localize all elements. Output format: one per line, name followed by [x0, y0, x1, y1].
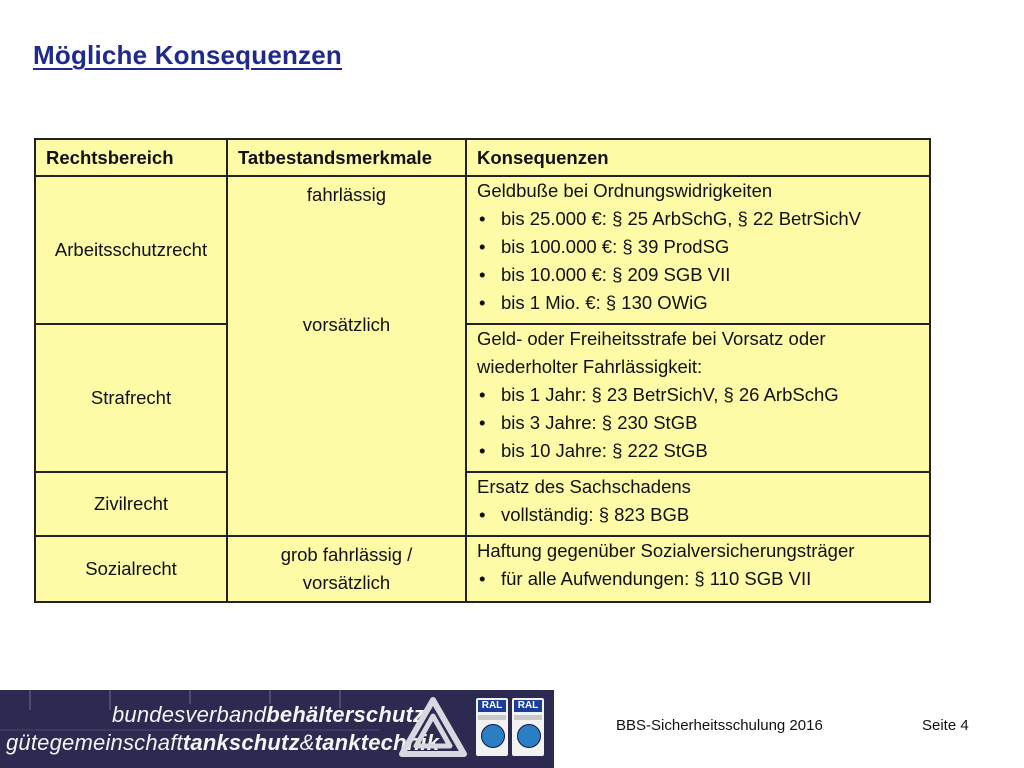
footer-brand-band — [0, 690, 554, 768]
band-line2-amp: & — [299, 730, 315, 755]
header-konsequenzen: Konsequenzen — [466, 139, 930, 176]
consequence-cell — [466, 536, 930, 602]
consequence-head: Ersatz des Sachschadens — [477, 476, 691, 497]
list-item: • bis 3 Jahre: § 230 StGB — [477, 409, 919, 437]
band-line-1 — [112, 702, 424, 728]
consequences-table — [34, 138, 931, 603]
criteria-vorsaetzlich: vorsätzlich — [302, 314, 391, 335]
ral-label: RAL — [514, 700, 542, 712]
consequence-list — [477, 205, 919, 317]
consequence-list — [477, 381, 919, 465]
table-row — [35, 536, 930, 602]
table-row — [35, 176, 930, 324]
band-line2-bold: tankschutz — [182, 730, 300, 755]
area-cell: Strafrecht — [35, 324, 227, 472]
criteria-cell: grob fahrlässig / vorsätzlich — [227, 536, 466, 602]
ral-seal-icon — [512, 698, 544, 756]
page-number: Seite 4 — [922, 717, 969, 734]
criteria-fahrlaessig: fahrlässig — [306, 184, 387, 205]
consequence-cell — [466, 324, 930, 472]
slide-title: Mögliche Konsequenzen — [33, 40, 343, 70]
list-item: • bis 10.000 €: § 209 SGB VII — [477, 261, 919, 289]
association-logo-icon — [398, 696, 468, 760]
list-item: • vollständig: § 823 BGB — [477, 501, 919, 529]
consequence-cell — [466, 472, 930, 536]
band-line1-light: bundesverband — [112, 702, 267, 727]
ral-seal-icon — [476, 698, 508, 756]
table-row — [35, 472, 930, 536]
consequence-list — [477, 501, 919, 529]
list-item: • bis 100.000 €: § 39 ProdSG — [477, 233, 919, 261]
header-tatbestandsmerkmale: Tatbestandsmerkmale — [227, 139, 466, 176]
band-line1-bold: behälterschutz — [266, 702, 425, 727]
list-item: • bis 25.000 €: § 25 ArbSchG, § 22 BetrSichV — [477, 205, 919, 233]
area-cell: Zivilrecht — [35, 472, 227, 536]
list-item: • für alle Aufwendungen: § 110 SGB VII — [477, 565, 919, 593]
ral-label: RAL — [478, 700, 506, 712]
band-line-2 — [6, 730, 439, 756]
consequence-head: Geldbuße bei Ordnungswidrigkeiten — [477, 180, 773, 201]
band-line2-light: gütegemeinschaft — [6, 730, 183, 755]
consequence-list — [477, 565, 919, 593]
consequence-cell — [466, 176, 930, 324]
table-row — [35, 324, 930, 472]
presentation-name: BBS-Sicherheitsschulung 2016 — [616, 717, 823, 734]
consequence-head: Haftung gegenüber Sozialversicherungsträger — [477, 540, 855, 561]
area-cell: Arbeitsschutzrecht — [35, 176, 227, 324]
criteria-merged-cell — [227, 176, 466, 536]
list-item: • bis 1 Jahr: § 23 BetrSichV, § 26 ArbSchG — [477, 381, 919, 409]
list-item: • bis 10 Jahre: § 222 StGB — [477, 437, 919, 465]
list-item: • bis 1 Mio. €: § 130 OWiG — [477, 289, 919, 317]
consequence-head: Geld- oder Freiheitsstrafe bei Vorsatz oder wiederholter Fahrlässigkeit: — [477, 328, 826, 377]
band-line2-bold2: tanktechnik — [314, 730, 440, 755]
header-rechtsbereich: Rechtsbereich — [35, 139, 227, 176]
table-header-row — [35, 139, 930, 176]
area-cell: Sozialrecht — [35, 536, 227, 602]
